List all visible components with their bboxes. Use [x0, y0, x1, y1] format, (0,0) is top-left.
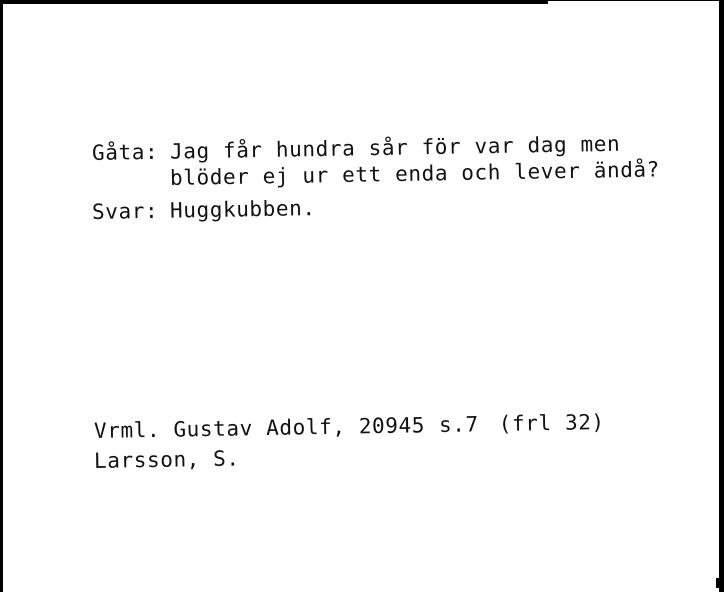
card-left-border	[0, 0, 3, 592]
collector-line	[94, 445, 240, 474]
answer-label: Svar:	[91, 198, 159, 224]
answer-text: Huggkubben.	[169, 196, 316, 223]
riddle-text-2: blöder ej ur ett enda och lever ändå?	[169, 157, 661, 190]
source-place: Vrml. Gustav Adolf, 20945	[93, 413, 426, 443]
source-page: s.7	[438, 412, 479, 437]
riddle-text-1: Jag får hundra sår för var dag men	[169, 131, 621, 164]
riddle-label: Gåta:	[91, 139, 159, 165]
card-top-border	[0, 0, 548, 4]
card-top-border-thin	[548, 0, 724, 1]
card-right-border	[719, 0, 724, 592]
answer-line	[92, 195, 316, 225]
scan-speck	[716, 578, 719, 588]
source-ref: (frl 32)	[498, 410, 605, 436]
collector-name: Larsson, S.	[93, 446, 240, 473]
source-line	[94, 409, 605, 444]
